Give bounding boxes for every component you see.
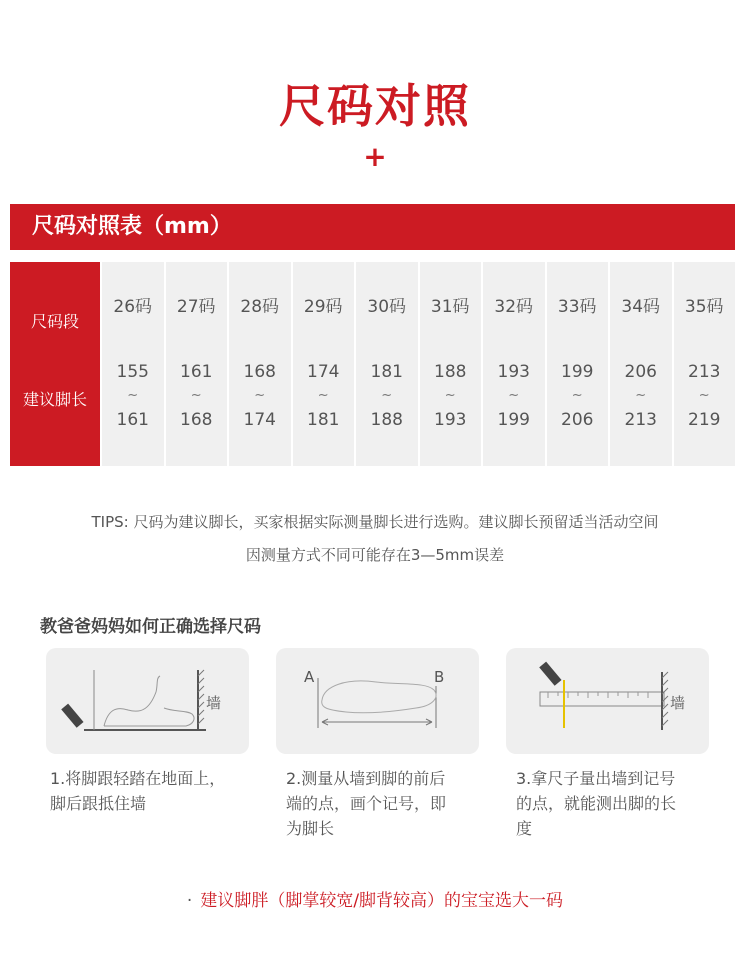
- length-from: 168: [243, 362, 276, 382]
- row-label-size: 尺码段: [30, 311, 79, 331]
- wall-label: 墙: [206, 694, 222, 712]
- length-to: 206: [561, 410, 594, 430]
- length-from: 188: [434, 362, 467, 382]
- range-tilde: ~: [571, 388, 583, 403]
- advice-note: [0, 886, 750, 911]
- size-cell: 31码: [430, 297, 470, 317]
- range-tilde: ~: [381, 388, 393, 403]
- length-from: 161: [180, 362, 213, 382]
- foot-length-cell: [498, 360, 530, 432]
- size-column: [610, 262, 672, 466]
- length-to: 161: [116, 410, 149, 430]
- range-tilde: ~: [317, 388, 329, 403]
- size-column: [102, 262, 164, 466]
- bullet: ·: [186, 891, 193, 911]
- length-from: 213: [688, 362, 721, 382]
- size-column: [547, 262, 609, 466]
- foot-length-cell: [244, 360, 276, 432]
- wall-label: 墙: [670, 694, 686, 712]
- length-to: 174: [243, 410, 276, 430]
- foot-length-cell: [307, 360, 339, 432]
- range-tilde: ~: [190, 388, 202, 403]
- size-cell: 28码: [240, 297, 280, 317]
- point-a-label: A: [304, 668, 315, 686]
- step-3-text: 3.拿尺子量出墙到记号 的点，就能测出脚的长 度: [516, 769, 677, 838]
- guide-title: 教爸爸妈妈如何正确选择尺码: [40, 617, 261, 637]
- size-cell: 35码: [684, 297, 724, 317]
- foot-length-cell: [180, 360, 212, 432]
- step-2-illustration: [276, 648, 479, 754]
- length-from: 181: [370, 362, 403, 382]
- size-column: [420, 262, 482, 466]
- size-column: [674, 262, 736, 466]
- foot-length-cell: [625, 360, 657, 432]
- foot-length-cell: [371, 360, 403, 432]
- foot-length-cell: [688, 360, 720, 432]
- length-from: 206: [624, 362, 657, 382]
- length-from: 174: [307, 362, 340, 382]
- length-to: 188: [370, 410, 403, 430]
- length-to: 181: [307, 410, 340, 430]
- tips: [0, 506, 750, 572]
- range-tilde: ~: [508, 388, 520, 403]
- size-cell: 34码: [621, 297, 661, 317]
- ruler-icon: [540, 692, 664, 706]
- step-2-text: 2.测量从墙到脚的前后 端的点，画个记号，即 为脚长: [286, 769, 447, 838]
- table-header-column: [10, 262, 100, 466]
- size-column: [166, 262, 228, 466]
- length-to: 213: [624, 410, 657, 430]
- length-from: 199: [561, 362, 594, 382]
- tips-line-1: TIPS: 尺码为建议脚长，买家根据实际测量脚长进行选购。建议脚长预留适当活动空间: [91, 513, 659, 531]
- foot-length-cell: [434, 360, 466, 432]
- length-to: 199: [497, 410, 530, 430]
- plus-icon: +: [363, 140, 387, 173]
- size-cell: 26码: [113, 297, 153, 317]
- range-tilde: ~: [444, 388, 456, 403]
- size-cell: 33码: [557, 297, 597, 317]
- length-to: 219: [688, 410, 721, 430]
- size-cell: 27码: [176, 297, 216, 317]
- tips-line-2: 因测量方式不同可能存在3—5mm误差: [245, 546, 505, 564]
- row-label-foot-length: 建议脚长: [22, 389, 87, 409]
- size-column: [356, 262, 418, 466]
- range-tilde: ~: [254, 388, 266, 403]
- step-1-text: 1.将脚跟轻踏在地面上， 脚后跟抵住墙: [50, 769, 226, 813]
- foot-length-cell: [561, 360, 593, 432]
- size-column: [483, 262, 545, 466]
- size-cell: 30码: [367, 297, 407, 317]
- size-cell: 29码: [303, 297, 343, 317]
- length-from: 155: [116, 362, 149, 382]
- range-tilde: ~: [635, 388, 647, 403]
- length-from: 193: [497, 362, 530, 382]
- pencil-icon: [61, 704, 83, 728]
- length-to: 193: [434, 410, 467, 430]
- length-to: 168: [180, 410, 213, 430]
- range-tilde: ~: [127, 388, 139, 403]
- foot-length-cell: [117, 360, 149, 432]
- advice-text: 建议脚胖（脚掌较宽/脚背较高）的宝宝选大一码: [200, 891, 564, 911]
- range-tilde: ~: [698, 388, 710, 403]
- pencil-icon: [539, 662, 561, 686]
- size-table: [10, 262, 735, 466]
- step-3-illustration: [506, 648, 709, 754]
- size-column: [293, 262, 355, 466]
- step-1-illustration: [46, 648, 249, 754]
- page-title: 尺码对照: [279, 79, 471, 133]
- point-b-label: B: [434, 668, 445, 686]
- size-column: [229, 262, 291, 466]
- size-chart-banner: 尺码对照表（mm）: [10, 204, 735, 250]
- size-cell: 32码: [494, 297, 534, 317]
